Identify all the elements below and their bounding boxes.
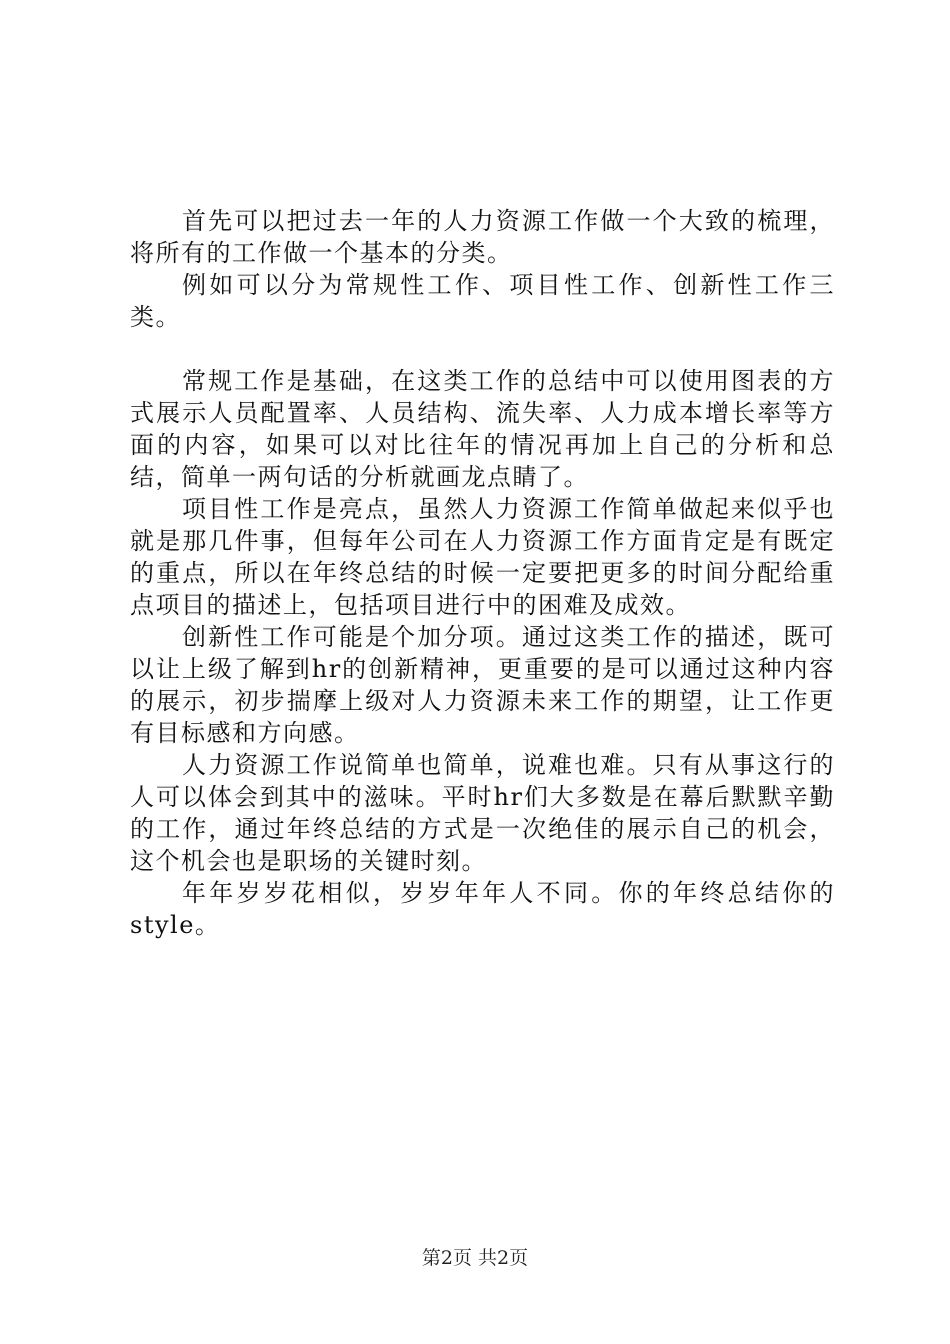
paragraph-7: 年年岁岁花相似，岁岁年年人不同。你的年终总结你的style。 — [130, 879, 835, 939]
paragraph-1: 首先可以把过去一年的人力资源工作做一个大致的梳理，将所有的工作做一个基本的分类。 — [130, 207, 835, 267]
paragraph-3: 常规工作是基础，在这类工作的总结中可以使用图表的方式展示人员配置率、人员结构、流失率、人力成本增长率等方面的内容，如果可以对比往年的情况再加上自己的分析和总结，简单一两句话的分析就画龙点睛了。 — [130, 367, 835, 491]
page-footer: 第2页 共2页 — [421, 1247, 529, 1269]
paragraph-5: 创新性工作可能是个加分项。通过这类工作的描述，既可以让上级了解到hr的创新精神，更重要的是可以通过这种内容的展示，初步揣摩上级对人力资源未来工作的期望，让工作更有目标感和方向感。 — [130, 623, 835, 747]
paragraph-4: 项目性工作是亮点，虽然人力资源工作简单做起来似乎也就是那几件事，但每年公司在人力资源工作方面肯定是有既定的重点，所以在年终总结的时候一定要把更多的时间分配给重点项目的描述上，包括项目进行中的困难及成效。 — [130, 495, 835, 619]
body-text — [130, 205, 835, 941]
paragraph-2: 例如可以分为常规性工作、项目性工作、创新性工作三类。 — [130, 271, 835, 331]
paragraph-6: 人力资源工作说简单也简单，说难也难。只有从事这行的人可以体会到其中的滋味。平时hr们大多数是在幕后默默辛勤的工作，通过年终总结的方式是一次绝佳的展示自己的机会，这个机会也是职场的关键时刻。 — [130, 751, 835, 875]
